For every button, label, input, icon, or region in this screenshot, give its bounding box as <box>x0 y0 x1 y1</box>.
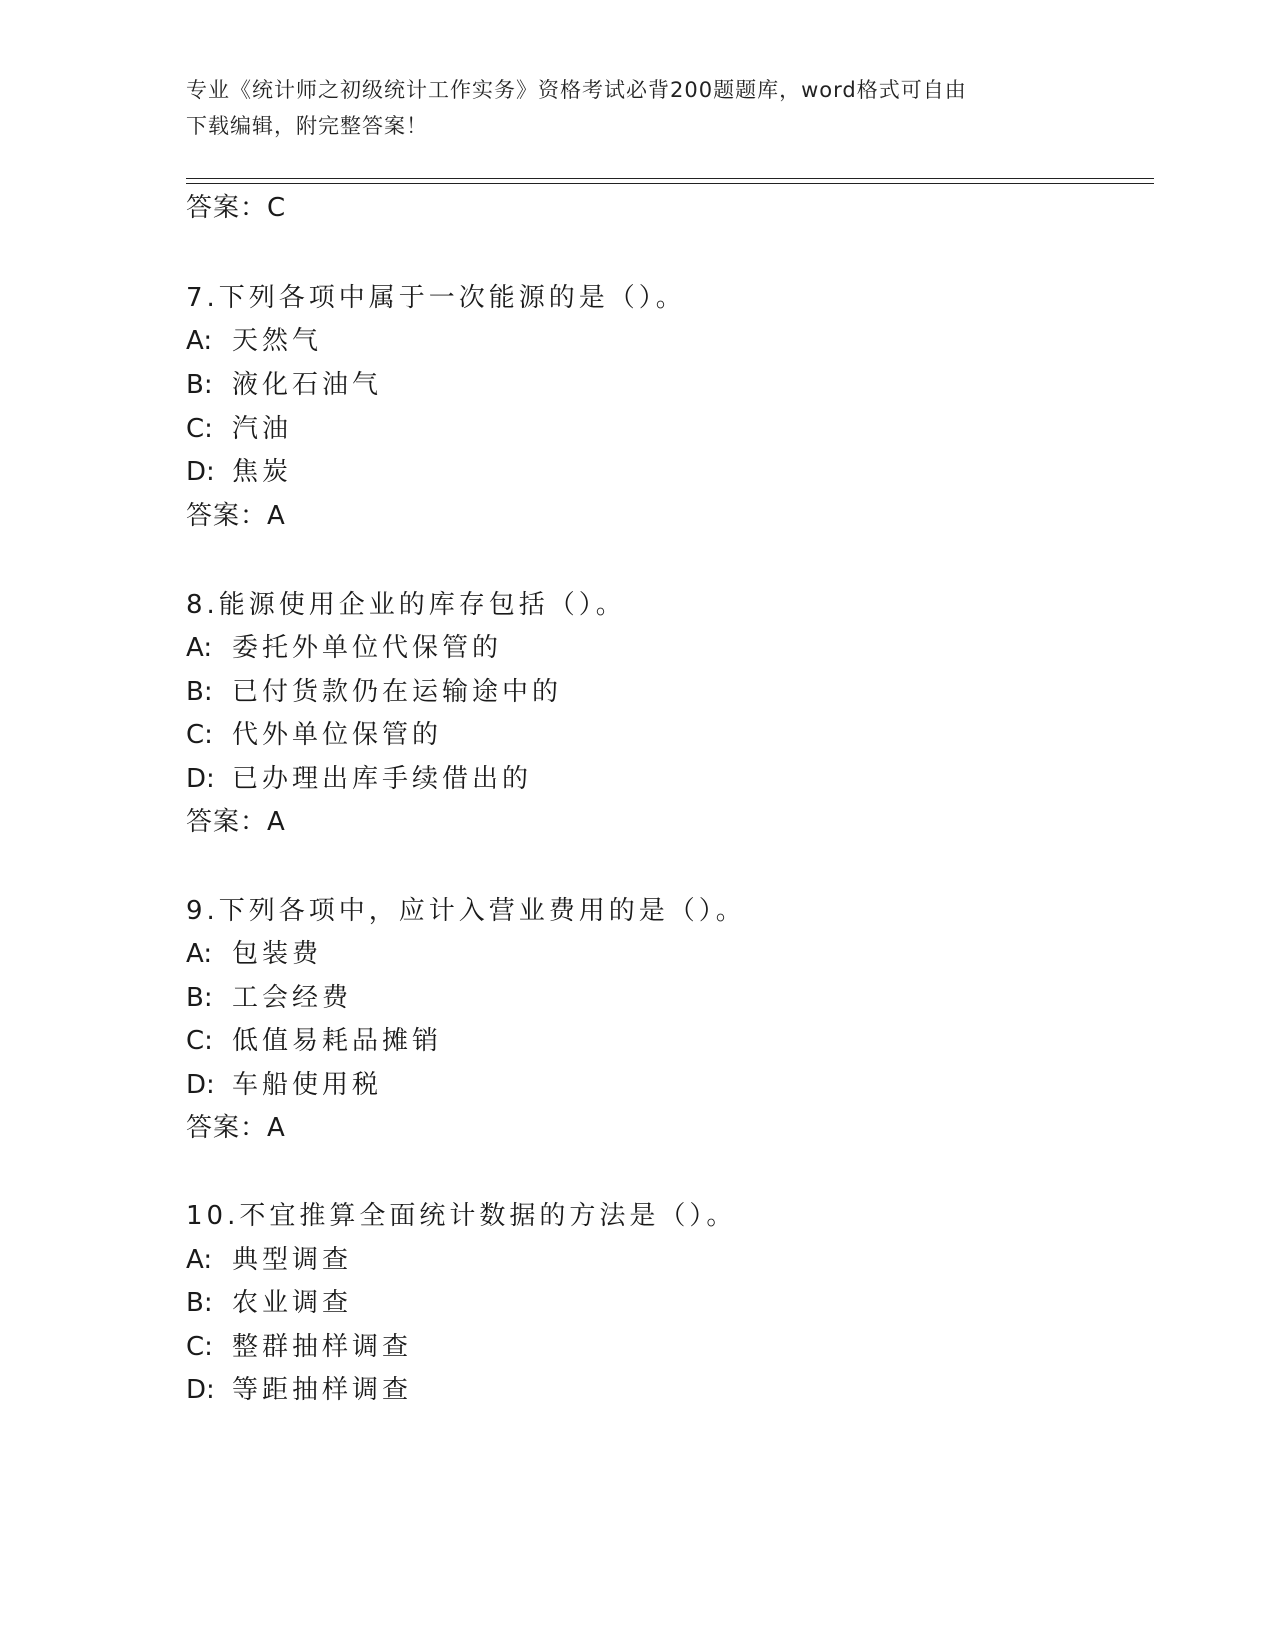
option-text: 包装费 <box>232 939 323 969</box>
answer-q9: 答案：A <box>186 1113 286 1143</box>
option-text: 整群抽样调查 <box>232 1332 413 1362</box>
option-7d <box>186 456 292 488</box>
option-9a <box>186 938 322 970</box>
option-text: 汽油 <box>232 414 293 444</box>
option-10a <box>186 1244 352 1276</box>
option-7c <box>186 413 292 445</box>
option-letter: A: <box>186 633 213 663</box>
option-text: 典型调查 <box>232 1245 353 1275</box>
option-text: 农业调查 <box>232 1288 353 1318</box>
option-text: 代外单位保管的 <box>232 720 443 750</box>
option-text: 焦炭 <box>232 457 293 487</box>
question-stem-7: 7.下列各项中属于一次能源的是（）。 <box>186 283 686 313</box>
option-7a <box>186 325 322 357</box>
document-header <box>186 72 1086 144</box>
question-stem-8: 8.能源使用企业的库存包括（）。 <box>186 590 626 620</box>
option-text: 已办理出库手续借出的 <box>232 764 533 794</box>
option-letter: B: <box>186 1288 213 1318</box>
question-stem-10: 10.不宜推算全面统计数据的方法是（）。 <box>186 1201 737 1231</box>
option-letter: D: <box>186 1375 215 1405</box>
question-stem-9: 9.下列各项中，应计入营业费用的是（）。 <box>186 896 746 926</box>
option-8c <box>186 719 442 751</box>
option-text: 液化石油气 <box>232 370 383 400</box>
option-letter: B: <box>186 677 213 707</box>
option-7b <box>186 369 382 401</box>
answer-q6: 答案：C <box>186 193 287 223</box>
option-8a <box>186 632 502 664</box>
answer-q7: 答案：A <box>186 501 286 531</box>
option-letter: D: <box>186 764 215 794</box>
option-9d <box>186 1069 382 1101</box>
option-text: 工会经费 <box>232 983 353 1013</box>
option-10b <box>186 1287 352 1319</box>
option-10d <box>186 1374 412 1406</box>
option-text: 天然气 <box>232 326 323 356</box>
header-line-1: 专业《统计师之初级统计工作实务》资格考试必背200题题库，word格式可自由 <box>186 78 967 102</box>
option-8d <box>186 763 532 795</box>
option-letter: D: <box>186 457 215 487</box>
option-text: 等距抽样调查 <box>232 1375 413 1405</box>
option-9b <box>186 982 352 1014</box>
option-9c <box>186 1025 442 1057</box>
header-line-2: 下载编辑，附完整答案！ <box>186 114 428 138</box>
option-letter: D: <box>186 1070 215 1100</box>
option-text: 低值易耗品摊销 <box>232 1026 443 1056</box>
header-divider-bottom <box>186 183 1154 184</box>
option-letter: A: <box>186 939 213 969</box>
option-letter: C: <box>186 1332 213 1362</box>
option-text: 委托外单位代保管的 <box>232 633 503 663</box>
option-letter: C: <box>186 1026 213 1056</box>
option-letter: A: <box>186 326 213 356</box>
header-divider-top <box>186 178 1154 179</box>
option-letter: C: <box>186 414 213 444</box>
option-8b <box>186 676 562 708</box>
option-letter: A: <box>186 1245 213 1275</box>
option-letter: C: <box>186 720 213 750</box>
answer-q8: 答案：A <box>186 807 286 837</box>
option-text: 车船使用税 <box>232 1070 383 1100</box>
option-letter: B: <box>186 983 213 1013</box>
option-text: 已付货款仍在运输途中的 <box>232 677 563 707</box>
option-10c <box>186 1331 412 1363</box>
option-letter: B: <box>186 370 213 400</box>
